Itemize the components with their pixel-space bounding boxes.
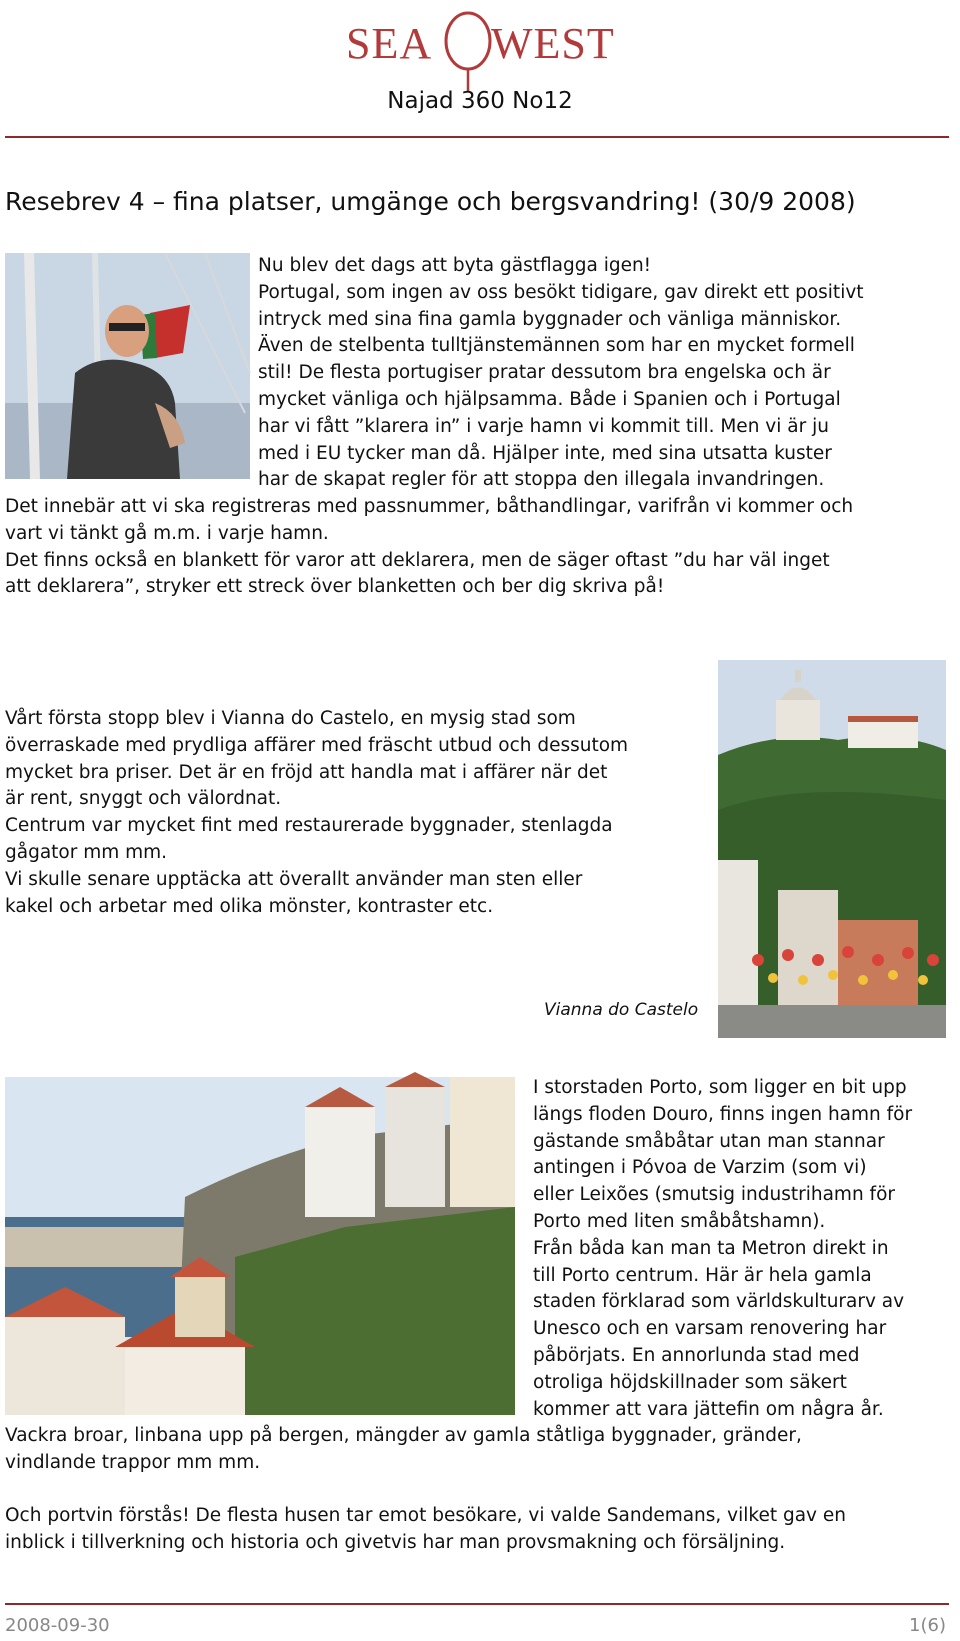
text-line: staden förklarad som världskulturarv av bbox=[533, 1291, 905, 1313]
text-line: Vi skulle senare upptäcka att överallt använder man sten eller bbox=[5, 868, 583, 890]
text-line: I storstaden Porto, som ligger en bit upp bbox=[533, 1077, 907, 1098]
header-rule bbox=[5, 136, 949, 138]
photo-porto bbox=[5, 1077, 515, 1415]
page-number: 1(6) bbox=[909, 1615, 946, 1636]
text-line: Portugal, som ingen av oss besökt tidigare, gav direkt ett positivt bbox=[258, 281, 864, 303]
photo-vianna-do-castelo bbox=[718, 660, 946, 1038]
text-line: intryck med sina fina gamla byggnader och vänliga människor. bbox=[258, 308, 842, 330]
text-line: har de skapat regler för att stoppa den illegala invandringen. bbox=[258, 469, 825, 491]
text-line: gågator mm mm. bbox=[5, 841, 168, 863]
text-line: kakel och arbetar med olika mönster, kontraster etc. bbox=[5, 895, 494, 917]
photo-sailor-with-flag bbox=[5, 253, 250, 479]
text-line: vindlande trappor mm mm. bbox=[5, 1451, 261, 1473]
paragraph-customs bbox=[5, 494, 853, 601]
boat-name: Najad 360 No12 bbox=[387, 88, 573, 114]
text-line: är rent, snyggt och välordnat. bbox=[5, 788, 282, 810]
text-line: Och portvin förstås! De flesta husen tar emot besökare, vi valde Sandemans, vilket gav en bbox=[5, 1505, 846, 1526]
text-line: längs floden Douro, finns ingen hamn för bbox=[533, 1103, 913, 1125]
text-line: mycket bra priser. Det är en fröjd att handla mat i affärer när det bbox=[5, 761, 608, 783]
svg-text:SEA: SEA bbox=[346, 19, 433, 68]
text-line: gästande småbåtar utan man stannar bbox=[533, 1130, 885, 1152]
text-line: Porto med liten småbåtshamn). bbox=[533, 1210, 826, 1232]
text-line: att deklarera”, stryker ett streck över blanketten och ber dig skriva på! bbox=[5, 576, 665, 598]
paragraph-port-wine bbox=[5, 1503, 846, 1557]
text-line: stil! De flesta portugiser pratar dessutom bra engelska och är bbox=[258, 362, 831, 384]
text-line: överraskade med prydliga affärer med fräscht utbud och dessutom bbox=[5, 734, 629, 756]
paragraph-porto-continued bbox=[5, 1423, 802, 1477]
text-line: Nu blev det dags att byta gästflagga igen! bbox=[258, 255, 652, 276]
text-line: vart vi tänkt gå m.m. i varje hamn. bbox=[5, 522, 329, 544]
svg-text:WEST: WEST bbox=[491, 19, 615, 68]
text-line: Från båda kan man ta Metron direkt in bbox=[533, 1237, 889, 1259]
text-line: Det innebär att vi ska registreras med passnummer, båthandlingar, varifrån vi kommer och bbox=[5, 496, 854, 517]
text-line: mycket vänliga och hjälpsamma. Både i Spanien och i Portugal bbox=[258, 388, 841, 410]
text-line: inblick i tillverkning och historia och givetvis har man provsmakning och försäljning. bbox=[5, 1531, 786, 1553]
paragraph-vianna bbox=[5, 706, 628, 920]
text-line: kommer att vara jättefin om några år. bbox=[533, 1398, 884, 1420]
text-line: Vårt första stopp blev i Vianna do Castelo, en mysig stad som bbox=[5, 708, 576, 729]
text-line: påbörjats. En annorlunda stad med bbox=[533, 1344, 860, 1366]
text-line: med i EU tycker man då. Hjälper inte, med sina utsatta kuster bbox=[258, 442, 832, 464]
paragraph-intro bbox=[258, 253, 864, 494]
text-line: har vi fått ”klarera in” i varje hamn vi kommit till. Men vi är ju bbox=[258, 415, 829, 437]
letter-title: Resebrev 4 – fina platser, umgänge och bergsvandring! (30/9 2008) bbox=[5, 187, 856, 216]
text-line: Även de stelbenta tulltjänstemännen som har en mycket formell bbox=[258, 335, 855, 357]
text-line: otroliga höjdskillnader som säkert bbox=[533, 1371, 847, 1393]
paragraph-porto bbox=[533, 1075, 912, 1423]
footer-rule bbox=[5, 1603, 949, 1605]
seaqwest-logo bbox=[346, 8, 615, 96]
text-line: antingen i Póvoa de Varzim (som vi) bbox=[533, 1157, 867, 1179]
footer-date: 2008-09-30 bbox=[5, 1615, 110, 1636]
text-line: eller Leixões (smutsig industrihamn för bbox=[533, 1184, 895, 1206]
text-line: Unesco och en varsam renovering har bbox=[533, 1318, 887, 1340]
photo-caption: Vianna do Castelo bbox=[544, 1000, 699, 1020]
text-line: Centrum var mycket fint med restaurerade byggnader, stenlagda bbox=[5, 815, 613, 837]
text-line: Det finns också en blankett för varor att deklarera, men de säger oftast ”du har väl inget bbox=[5, 549, 830, 571]
text-line: till Porto centrum. Här är hela gamla bbox=[533, 1264, 872, 1286]
text-line: Vackra broar, linbana upp på bergen, mängder av gamla ståtliga byggnader, gränder, bbox=[5, 1425, 802, 1446]
